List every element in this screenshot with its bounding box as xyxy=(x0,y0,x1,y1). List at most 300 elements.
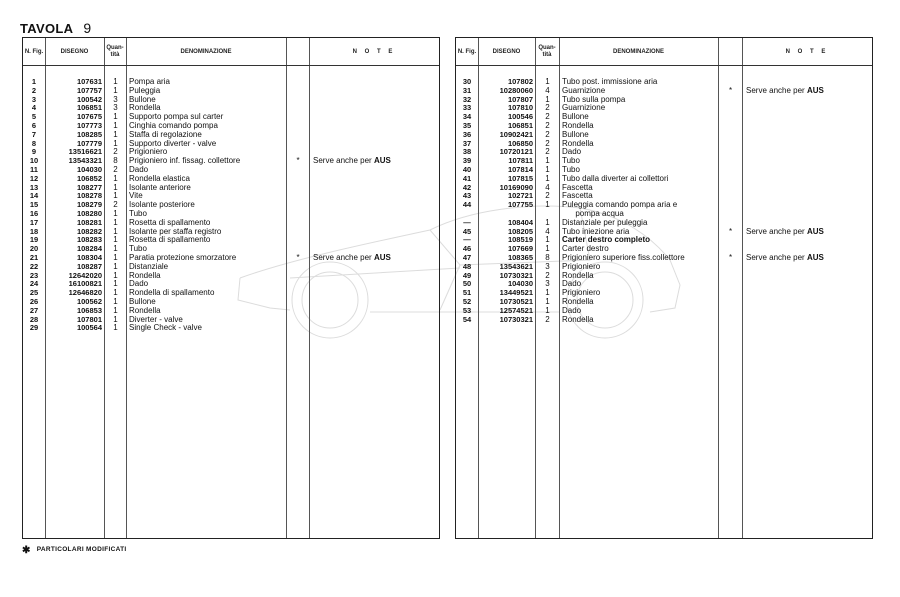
fig-number: 5 xyxy=(31,113,37,122)
table-row xyxy=(456,263,872,272)
table-row xyxy=(23,307,439,316)
modified-marker: * xyxy=(728,227,733,236)
note xyxy=(313,157,438,166)
description: Vite xyxy=(129,192,143,201)
fig-number: 39 xyxy=(462,157,472,166)
quantity: 1 xyxy=(545,174,550,183)
quantity: 1 xyxy=(113,130,118,139)
drawing-code: 100546 xyxy=(507,113,533,122)
table-row xyxy=(456,280,872,289)
drawing-code: 10902421 xyxy=(499,130,533,139)
description: Isolante anteriore xyxy=(129,183,191,192)
drawing-code: 108519 xyxy=(507,236,533,245)
fig-number: 32 xyxy=(462,95,472,104)
fig-number: 30 xyxy=(462,78,472,86)
quantity: 1 xyxy=(113,209,118,218)
description: Paratia protezione smorzatore xyxy=(129,253,237,262)
drawing-code: 108205 xyxy=(507,227,533,236)
table-row xyxy=(23,228,439,237)
fig-number: 27 xyxy=(29,306,39,315)
table-row xyxy=(23,78,439,87)
fig-number: 18 xyxy=(29,227,39,236)
fig-number xyxy=(456,210,478,219)
drawing-code: 107807 xyxy=(507,95,533,104)
drawing-code: 10280060 xyxy=(499,86,533,95)
note xyxy=(746,87,871,96)
quantity: 2 xyxy=(545,148,550,157)
table-row xyxy=(456,131,872,140)
parts-table-left xyxy=(22,37,440,539)
fig-number: 34 xyxy=(462,113,472,122)
fig-number: 8 xyxy=(31,139,37,148)
table-rows-left xyxy=(23,78,439,333)
description: Bullone xyxy=(129,95,156,104)
fig-number: 43 xyxy=(462,192,472,201)
drawing-code: 13543321 xyxy=(68,157,102,166)
quantity: 1 xyxy=(113,306,118,315)
quantity: 1 xyxy=(113,280,118,289)
description: Bullone xyxy=(562,130,589,139)
note xyxy=(313,254,438,263)
quantity: 1 xyxy=(113,227,118,236)
description: pompa acqua xyxy=(562,209,624,218)
drawing-code: 108285 xyxy=(76,130,102,139)
description: Cinghia comando pompa xyxy=(129,121,218,130)
description: Supporto diverter - valve xyxy=(129,139,217,148)
header-quantity: Quan- tità xyxy=(538,45,556,58)
drawing-code: 108404 xyxy=(507,218,533,227)
quantity: 1 xyxy=(113,245,118,254)
header-name: DENOMINAZIONE xyxy=(613,48,664,55)
quantity: 2 xyxy=(113,201,118,210)
drawing-code: 104030 xyxy=(507,280,533,289)
drawing-code: 107779 xyxy=(76,139,102,148)
fig-number: 1 xyxy=(31,78,37,86)
drawing-code: 107802 xyxy=(507,78,533,86)
fig-number: 41 xyxy=(462,174,472,183)
fig-number: 37 xyxy=(462,139,472,148)
description: Guarnizione xyxy=(562,104,606,113)
table-row xyxy=(456,298,872,307)
quantity: 2 xyxy=(545,121,550,130)
table-row xyxy=(456,192,872,201)
fig-number: 26 xyxy=(29,297,39,306)
note-model: AUS xyxy=(806,85,824,95)
quantity: 1 xyxy=(113,262,118,271)
drawing-code: 108304 xyxy=(76,253,102,262)
table-row xyxy=(456,201,872,210)
modified-marker: * xyxy=(728,253,733,262)
table-row xyxy=(23,122,439,131)
table-row xyxy=(23,184,439,193)
quantity: 1 xyxy=(113,218,118,227)
fig-number: 31 xyxy=(462,86,472,95)
description: Rondella xyxy=(129,104,161,113)
fig-number: 25 xyxy=(29,289,39,298)
drawing-code: 108283 xyxy=(76,236,102,245)
header-notes: N O T E xyxy=(785,48,829,55)
quantity: 3 xyxy=(545,262,550,271)
table-row xyxy=(456,96,872,105)
drawing-code: 100564 xyxy=(76,324,102,333)
drawing-code: 107669 xyxy=(507,245,533,254)
description: Rondella xyxy=(562,271,594,280)
table-row xyxy=(23,210,439,219)
quantity: 2 xyxy=(545,104,550,113)
description: Rondella xyxy=(562,121,594,130)
fig-number: — xyxy=(463,218,471,227)
description: Distanziale per puleggia xyxy=(562,218,648,227)
quantity: 1 xyxy=(545,165,550,174)
quantity: 1 xyxy=(545,289,550,298)
description: Tubo xyxy=(129,245,147,254)
fig-number: — xyxy=(463,236,471,245)
drawing-code: 106851 xyxy=(76,104,102,113)
drawing-code: 100562 xyxy=(76,297,102,306)
description: Rondella di spallamento xyxy=(129,289,215,298)
note-text: Serve anche per xyxy=(746,252,805,262)
page-title-label: TAVOLA xyxy=(20,21,74,36)
quantity: 1 xyxy=(545,245,550,254)
fig-number: 17 xyxy=(29,218,39,227)
description: Guarnizione xyxy=(562,86,606,95)
header-fig: N. Fig. xyxy=(457,48,477,55)
header-drawing: DISEGNO xyxy=(60,48,89,55)
drawing-code: 16100821 xyxy=(68,280,102,289)
drawing-code: 107815 xyxy=(507,174,533,183)
drawing-code: 12642020 xyxy=(68,271,102,280)
drawing-code: 107757 xyxy=(76,86,102,95)
fig-number: 4 xyxy=(31,104,37,113)
description: Rondella elastica xyxy=(129,174,190,183)
note-text: Serve anche per xyxy=(313,156,372,166)
table-row xyxy=(456,236,872,245)
fig-number: 51 xyxy=(462,289,472,298)
drawing-code: 108280 xyxy=(76,209,102,218)
table-row xyxy=(23,140,439,149)
description: Tubo xyxy=(129,209,147,218)
quantity: 3 xyxy=(545,280,550,289)
description: Pompa aria xyxy=(129,78,170,86)
table-row xyxy=(23,316,439,325)
quantity: 4 xyxy=(545,86,550,95)
description: Dado xyxy=(129,280,149,289)
table-row xyxy=(456,254,872,263)
table-row xyxy=(456,113,872,122)
table-row xyxy=(23,236,439,245)
table-row xyxy=(23,324,439,333)
note-text: Serve anche per xyxy=(313,252,372,262)
header-notes: N O T E xyxy=(352,48,396,55)
description: Carter destro completo xyxy=(562,236,651,245)
fig-number: 29 xyxy=(29,324,39,333)
fig-number: 36 xyxy=(462,130,472,139)
fig-number: 33 xyxy=(462,104,472,113)
quantity: 1 xyxy=(545,78,550,86)
quantity: 1 xyxy=(545,236,550,245)
drawing-code: 108278 xyxy=(76,192,102,201)
drawing-code: 106852 xyxy=(76,174,102,183)
fig-number: 21 xyxy=(29,253,39,262)
note-model: AUS xyxy=(806,252,824,262)
description: Prigioniero superiore fiss.collettore xyxy=(562,253,685,262)
quantity: 8 xyxy=(113,157,118,166)
quantity: 1 xyxy=(113,113,118,122)
description: Carter destro xyxy=(562,245,609,254)
quantity: 2 xyxy=(545,130,550,139)
fig-number: 35 xyxy=(462,121,472,130)
drawing-code: 107631 xyxy=(76,78,102,86)
fig-number: 54 xyxy=(462,315,472,324)
quantity: 1 xyxy=(113,324,118,333)
quantity: 2 xyxy=(545,139,550,148)
note xyxy=(746,254,871,263)
description: Rondella xyxy=(129,271,161,280)
table-row xyxy=(23,272,439,281)
description: Isolante per staffa registro xyxy=(129,227,222,236)
fig-number: 48 xyxy=(462,262,472,271)
quantity: 1 xyxy=(545,297,550,306)
table-row xyxy=(23,131,439,140)
drawing-code: 13516621 xyxy=(68,148,102,157)
fig-number: 42 xyxy=(462,183,472,192)
fig-number: 50 xyxy=(462,280,472,289)
quantity: 1 xyxy=(113,271,118,280)
description: Fascetta xyxy=(562,192,593,201)
drawing-code: 107814 xyxy=(507,165,533,174)
table-row xyxy=(456,122,872,131)
description: Diverter - valve xyxy=(129,315,183,324)
drawing-code: 108365 xyxy=(507,253,533,262)
table-row xyxy=(23,298,439,307)
table-row xyxy=(456,289,872,298)
quantity: 2 xyxy=(113,148,118,157)
drawing-code: 106851 xyxy=(507,121,533,130)
table-row xyxy=(23,201,439,210)
quantity: 1 xyxy=(113,253,118,262)
drawing-code: 106853 xyxy=(76,306,102,315)
table-row xyxy=(23,113,439,122)
quantity: 1 xyxy=(113,289,118,298)
fig-number: 47 xyxy=(462,253,472,262)
description: Isolante posteriore xyxy=(129,201,195,210)
table-row xyxy=(23,192,439,201)
quantity: 2 xyxy=(113,165,118,174)
drawing-code: 12646820 xyxy=(68,289,102,298)
quantity: 1 xyxy=(113,183,118,192)
fig-number: 52 xyxy=(462,297,472,306)
fig-number: 24 xyxy=(29,280,39,289)
table-row xyxy=(456,175,872,184)
table-row xyxy=(23,87,439,96)
table-row xyxy=(23,157,439,166)
description: Rondella xyxy=(129,306,161,315)
quantity: 1 xyxy=(545,218,550,227)
footer-text: PARTICOLARI MODIFICATI xyxy=(36,546,127,553)
drawing-code: 108279 xyxy=(76,201,102,210)
drawing-code: 107801 xyxy=(76,315,102,324)
quantity xyxy=(537,210,558,219)
quantity: 4 xyxy=(545,227,550,236)
drawing-code: 107675 xyxy=(76,113,102,122)
description: Puleggia xyxy=(129,86,161,95)
fig-number: 38 xyxy=(462,148,472,157)
note-model: AUS xyxy=(373,156,391,166)
table-rows-right xyxy=(456,78,872,324)
description: Dado xyxy=(562,280,582,289)
description: Tubo sulla pompa xyxy=(562,95,626,104)
modified-marker: * xyxy=(728,86,733,95)
drawing-code: 107811 xyxy=(508,157,533,166)
header-name: DENOMINAZIONE xyxy=(180,48,232,55)
footer-legend xyxy=(22,545,126,556)
modified-marker: * xyxy=(296,157,300,166)
drawing-code: 10730321 xyxy=(499,315,533,324)
fig-number: 3 xyxy=(31,95,37,104)
table-row xyxy=(456,228,872,237)
description: Rondella xyxy=(562,139,594,148)
drawing-code: 10730521 xyxy=(499,297,533,306)
drawing-code: 10169090 xyxy=(499,183,533,192)
fig-number: 53 xyxy=(462,306,472,315)
table-row xyxy=(23,175,439,184)
fig-number: 40 xyxy=(462,165,472,174)
description: Rosetta di spallamento xyxy=(129,236,211,245)
drawing-code: 108281 xyxy=(76,218,102,227)
table-row xyxy=(456,184,872,193)
fig-number: 2 xyxy=(31,86,37,95)
description: Tubo xyxy=(562,157,580,166)
description: Fascetta xyxy=(562,183,593,192)
description: Dado xyxy=(562,148,582,157)
drawing-code: 100542 xyxy=(76,95,102,104)
description: Dado xyxy=(562,306,582,315)
quantity: 4 xyxy=(545,183,550,192)
description: Bullone xyxy=(562,113,589,122)
fig-number: 19 xyxy=(29,236,39,245)
description: Distanziale xyxy=(129,262,169,271)
fig-number: 11 xyxy=(30,165,38,174)
table-row xyxy=(23,219,439,228)
fig-number: 22 xyxy=(29,262,39,271)
drawing-code: 104030 xyxy=(76,165,102,174)
drawing-code: 108287 xyxy=(76,262,102,271)
description: Rosetta di spallamento xyxy=(129,218,211,227)
page-title xyxy=(20,21,91,36)
description: Tubo dalla diverter ai collettori xyxy=(562,174,669,183)
quantity: 3 xyxy=(113,104,118,113)
drawing-code xyxy=(479,210,533,219)
description: Rondella xyxy=(562,297,594,306)
quantity: 1 xyxy=(113,174,118,183)
table-row xyxy=(456,140,872,149)
quantity: 1 xyxy=(113,139,118,148)
description: Tubo iniezione aria xyxy=(562,227,630,236)
table-row xyxy=(23,254,439,263)
description: Prigioniero xyxy=(562,289,601,298)
fig-number: 10 xyxy=(29,157,39,166)
drawing-code: 108277 xyxy=(76,183,102,192)
fig-number: 12 xyxy=(29,174,39,183)
drawing-code: 102721 xyxy=(507,192,533,201)
description: Bullone xyxy=(129,297,156,306)
quantity: 2 xyxy=(545,192,550,201)
drawing-code: 13449521 xyxy=(499,289,533,298)
table-row xyxy=(456,148,872,157)
parts-table-right xyxy=(455,37,873,539)
asterisk-icon: ✱ xyxy=(22,545,31,556)
quantity: 1 xyxy=(113,315,118,324)
note-model: AUS xyxy=(373,252,391,262)
drawing-code: 106850 xyxy=(507,139,533,148)
fig-number: 20 xyxy=(29,245,39,254)
fig-number: 16 xyxy=(29,209,39,218)
drawing-code: 13543621 xyxy=(499,262,533,271)
quantity: 1 xyxy=(545,306,550,315)
table-row xyxy=(23,96,439,105)
note-text: Serve anche per xyxy=(746,226,805,236)
fig-number: 15 xyxy=(29,201,39,210)
table-row xyxy=(456,272,872,281)
header-drawing: DISEGNO xyxy=(492,48,521,55)
fig-number: 28 xyxy=(29,315,39,324)
table-row xyxy=(23,166,439,175)
table-row xyxy=(456,307,872,316)
description: Puleggia comando pompa aria e xyxy=(562,201,678,210)
quantity: 1 xyxy=(113,86,118,95)
fig-number: 9 xyxy=(31,148,37,157)
description: Supporto pompa sul carter xyxy=(129,113,224,122)
table-row xyxy=(23,263,439,272)
fig-number: 13 xyxy=(29,183,39,192)
quantity: 1 xyxy=(113,236,118,245)
quantity: 2 xyxy=(545,271,550,280)
modified-marker: * xyxy=(296,253,300,262)
drawing-code: 108282 xyxy=(76,227,102,236)
description: Prigioniero xyxy=(562,262,601,271)
description: Rondella xyxy=(562,315,594,324)
quantity: 1 xyxy=(545,201,550,210)
table-row xyxy=(23,280,439,289)
description: Prigioniero xyxy=(129,148,168,157)
table-row xyxy=(456,157,872,166)
quantity: 1 xyxy=(113,121,118,130)
table-row xyxy=(456,166,872,175)
description: Staffa di regolazione xyxy=(129,130,202,139)
drawing-code: 108284 xyxy=(76,245,102,254)
description: Prigioniero inf. fissag. collettore xyxy=(129,157,241,166)
quantity: 1 xyxy=(113,192,118,201)
note xyxy=(746,228,871,237)
table-row xyxy=(456,210,872,219)
quantity: 8 xyxy=(545,253,550,262)
header-quantity: Quan- tità xyxy=(106,45,124,58)
table-number: 9 xyxy=(83,20,92,36)
quantity: 1 xyxy=(545,95,550,104)
description: Tubo xyxy=(562,165,580,174)
quantity: 1 xyxy=(113,297,118,306)
description: Tubo post. immissione aria xyxy=(562,78,658,86)
fig-number: 23 xyxy=(29,271,39,280)
drawing-code: 10720121 xyxy=(499,148,533,157)
drawing-code: 107810 xyxy=(507,104,533,113)
note-model: AUS xyxy=(806,226,824,236)
fig-number: 6 xyxy=(31,121,37,130)
note-text: Serve anche per xyxy=(746,85,805,95)
drawing-code: 12574521 xyxy=(499,306,533,315)
table-row xyxy=(23,289,439,298)
table-row xyxy=(456,104,872,113)
